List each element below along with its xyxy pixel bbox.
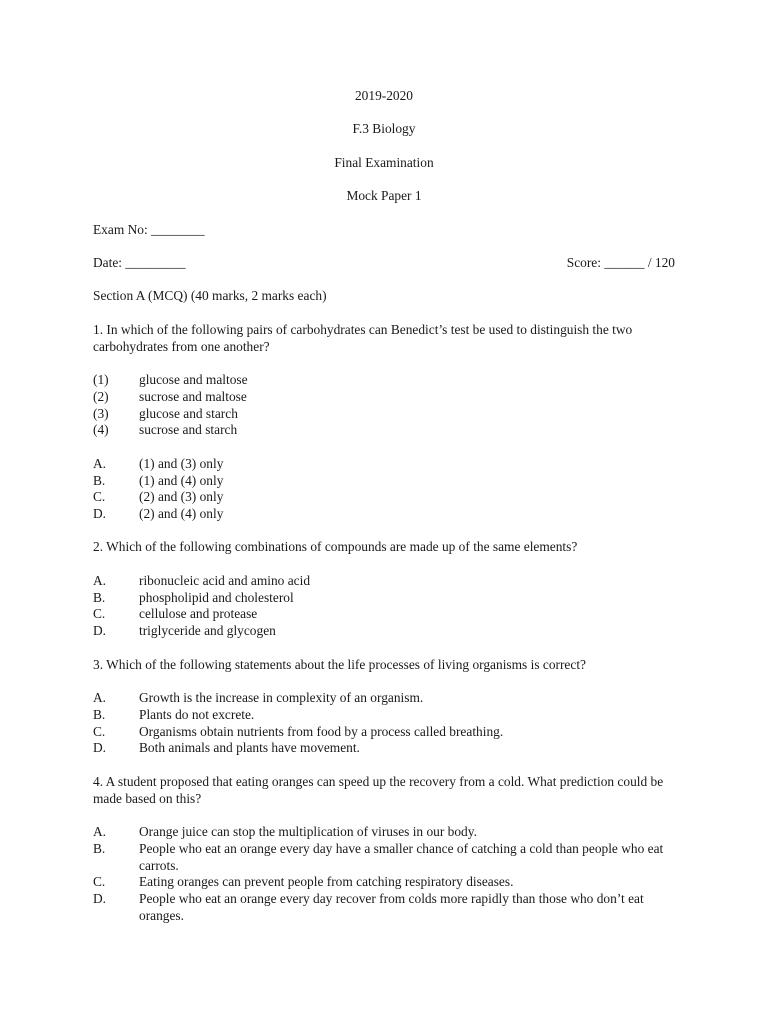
option-a: [93, 573, 675, 590]
option-b: [93, 707, 675, 724]
exam-year: 2019-2020: [354, 88, 414, 103]
question-4-text: 4. A student proposed that eating oranges can speed up the recovery from a cold. What prediction could be made based on this?: [93, 773, 664, 806]
option-c: [93, 874, 675, 891]
statement-text: glucose and maltose: [139, 371, 248, 387]
option-label: B.: [93, 840, 106, 856]
option-text: People who eat an orange every day have a smaller chance of catching a cold than people who eat carrots.: [139, 840, 664, 873]
option-b: [93, 590, 675, 607]
question-3: [93, 657, 675, 758]
option-label: D.: [93, 623, 107, 639]
statement-4: [93, 422, 675, 439]
option-label: D.: [93, 891, 107, 907]
option-label: C.: [93, 723, 106, 739]
option-a: [93, 690, 675, 707]
option-text: cellulose and protease: [139, 606, 258, 622]
statement-2: [93, 389, 675, 406]
option-label: A.: [93, 572, 107, 588]
option-text: Both animals and plants have movement.: [139, 740, 360, 756]
statement-text: sucrose and starch: [139, 422, 238, 438]
option-label: D.: [93, 506, 107, 522]
exam-subject: F.3 Biology: [352, 121, 416, 137]
option-a: [93, 456, 675, 473]
question-1-options: [93, 456, 675, 523]
option-label: D.: [93, 740, 107, 756]
statement-text: sucrose and maltose: [139, 388, 247, 404]
option-text: (2) and (3) only: [139, 489, 224, 505]
statement-label: (3): [93, 405, 109, 421]
exam-title: Final Examination: [334, 154, 434, 170]
exam-page: [93, 88, 675, 941]
statement-label: (4): [93, 422, 109, 438]
option-text: Plants do not excrete.: [139, 706, 255, 722]
statement-label: (2): [93, 388, 109, 404]
question-2: [93, 539, 675, 640]
option-text: Growth is the increase in complexity of an organism.: [139, 690, 424, 706]
option-text: Organisms obtain nutrients from food by a process called breathing.: [139, 723, 504, 739]
option-c: [93, 724, 675, 741]
option-text: phospholipid and cholesterol: [139, 589, 294, 605]
question-2-options: [93, 573, 675, 640]
option-d: [93, 740, 675, 757]
exam-number-field: Exam No: ________: [93, 221, 205, 237]
option-c: [93, 489, 675, 506]
score-field: Score: ______ / 120: [566, 254, 675, 270]
option-text: Eating oranges can prevent people from catching respiratory diseases.: [139, 874, 514, 890]
option-b: [93, 841, 675, 875]
exam-paper: Mock Paper 1: [346, 188, 422, 204]
option-label: C.: [93, 606, 106, 622]
option-label: B.: [93, 472, 106, 488]
option-label: C.: [93, 874, 106, 890]
question-4-options: [93, 824, 675, 925]
option-c: [93, 606, 675, 623]
question-3-options: [93, 690, 675, 757]
option-b: [93, 473, 675, 490]
option-d: [93, 891, 675, 925]
option-label: A.: [93, 455, 107, 471]
option-d: [93, 623, 675, 640]
option-text: (1) and (3) only: [139, 455, 224, 471]
section-heading: Section A (MCQ) (40 marks, 2 marks each): [93, 288, 327, 304]
option-label: A.: [93, 824, 107, 840]
option-a: [93, 824, 675, 841]
question-1-statements: [93, 372, 675, 439]
question-2-text: 2. Which of the following combinations of compounds are made up of the same elements?: [93, 539, 578, 555]
statement-label: (1): [93, 371, 109, 387]
question-3-text: 3. Which of the following statements about the life processes of living organisms is correct?: [93, 656, 586, 672]
option-text: Orange juice can stop the multiplication of viruses in our body.: [139, 824, 477, 840]
statement-3: [93, 406, 675, 423]
date-score-row: [93, 255, 675, 272]
question-1-text: 1. In which of the following pairs of carbohydrates can Benedict’s test be used to distinguish the two carbohydrates from one another?: [93, 321, 633, 354]
option-text: triglyceride and glycogen: [139, 623, 276, 639]
option-text: (2) and (4) only: [139, 506, 224, 522]
question-1: [93, 322, 675, 523]
statement-1: [93, 372, 675, 389]
option-text: (1) and (4) only: [139, 472, 224, 488]
option-label: B.: [93, 706, 106, 722]
option-label: A.: [93, 690, 107, 706]
option-text: ribonucleic acid and amino acid: [139, 572, 311, 588]
option-d: [93, 506, 675, 523]
option-label: B.: [93, 589, 106, 605]
statement-text: glucose and starch: [139, 405, 238, 421]
question-4: [93, 774, 675, 925]
option-label: C.: [93, 489, 106, 505]
date-field: Date: _________: [93, 254, 186, 270]
option-text: People who eat an orange every day recover from colds more rapidly than those who don’t eat oranges.: [139, 891, 644, 923]
